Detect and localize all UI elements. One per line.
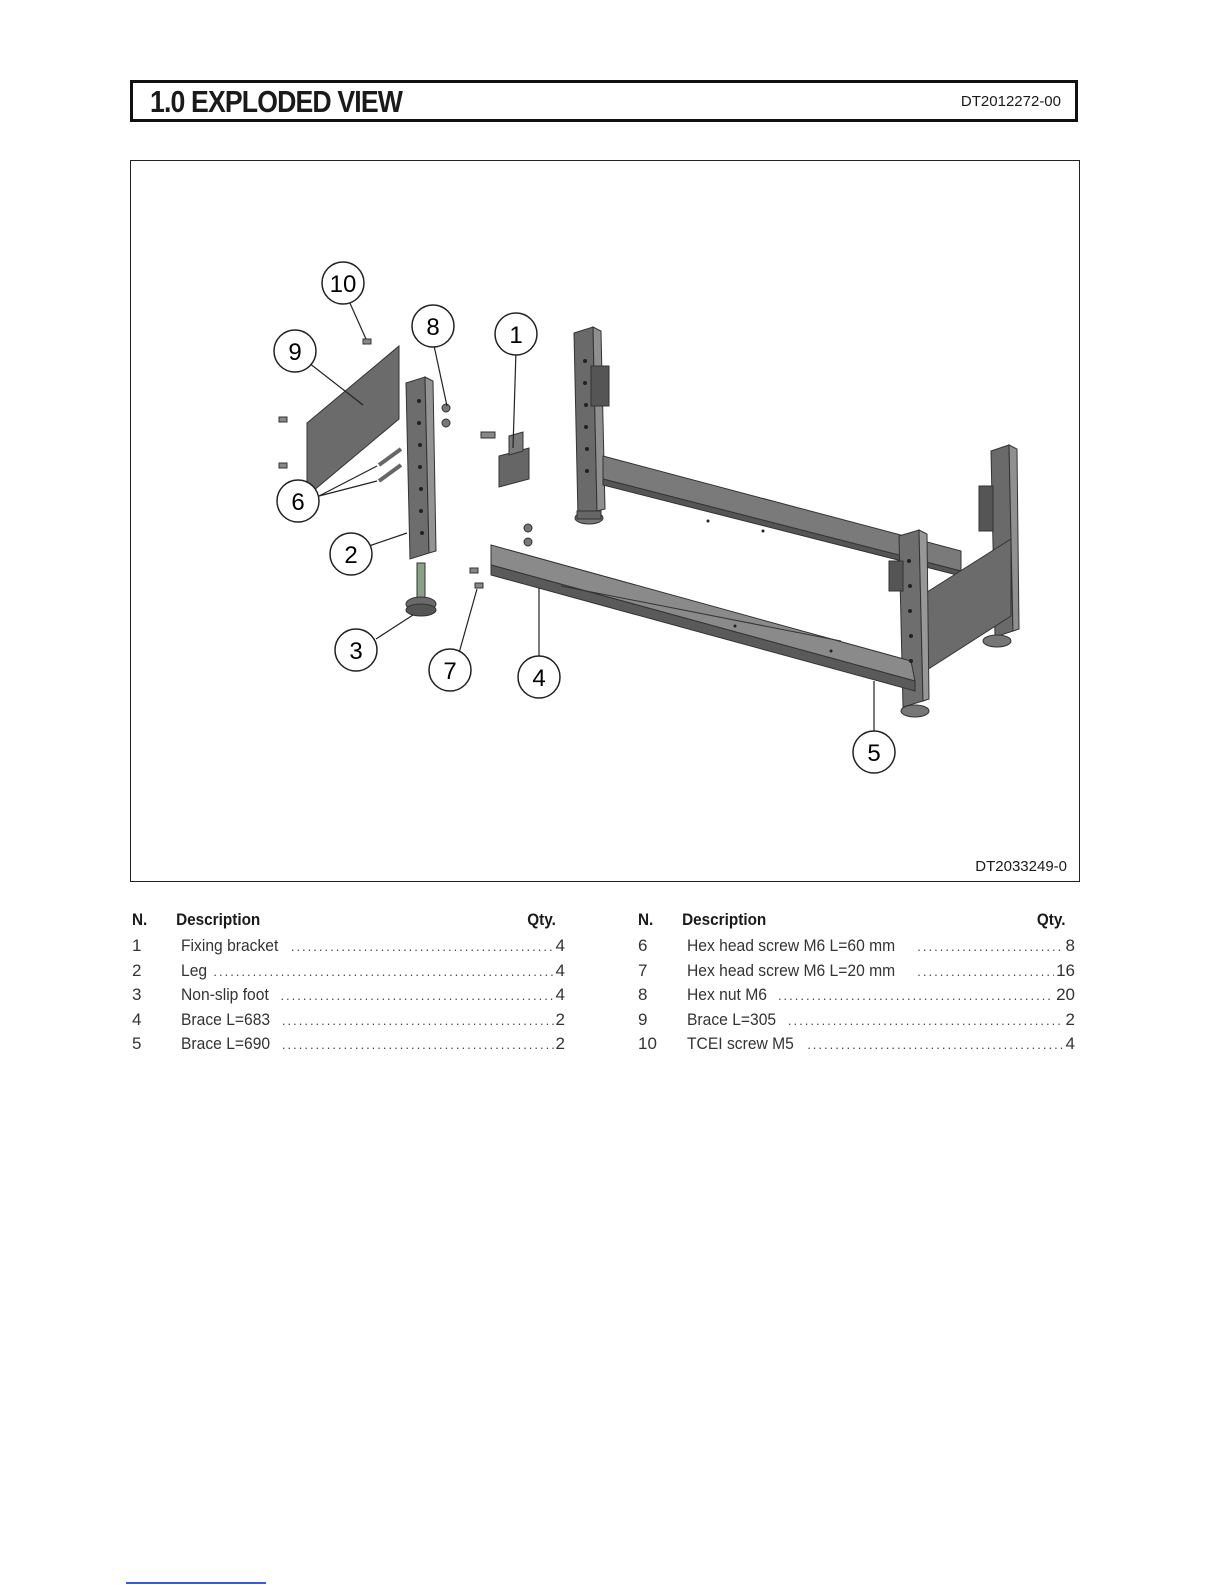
part-qty: 2 (555, 1009, 565, 1029)
callout-4 (518, 656, 560, 698)
page-title: 1.0 EXPLODED VIEW (150, 84, 403, 119)
callout-label: 1 (509, 322, 523, 349)
column-header-qty: Qty. (1036, 910, 1066, 929)
part-description: Brace L=305 (687, 1009, 777, 1029)
callout-10 (322, 262, 364, 304)
parts-row (132, 934, 565, 959)
callout-label: 7 (443, 658, 457, 685)
callout-8 (412, 305, 454, 347)
callout-label: 9 (288, 339, 302, 366)
column-header-description: Description (682, 910, 767, 929)
parts-list-left (132, 910, 565, 1057)
footer-divider (126, 1582, 266, 1584)
callout-1 (495, 313, 537, 355)
callout-9 (274, 330, 316, 372)
callout-label: 3 (349, 638, 363, 665)
parts-row (132, 1008, 565, 1033)
parts-row (132, 959, 565, 984)
part-qty: 2 (1065, 1009, 1075, 1029)
part-number: 2 (132, 960, 142, 980)
parts-row (638, 959, 1075, 984)
part-number: 3 (132, 985, 142, 1005)
part-description: Non-slip foot (181, 985, 269, 1005)
part-qty: 8 (1065, 936, 1075, 955)
parts-row (638, 934, 1075, 959)
part-description: Hex head screw M6 L=60 mm (687, 936, 896, 955)
part-number: 6 (638, 936, 648, 955)
exploded-view-drawing (131, 161, 1079, 881)
part-number: 7 (638, 960, 648, 980)
parts-list-header (638, 910, 1066, 934)
figure-code: DT2033249-0 (975, 858, 1067, 875)
parts-list-header (132, 910, 556, 934)
part-number: 8 (638, 985, 648, 1005)
part-number: 10 (638, 1034, 657, 1054)
part-qty: 4 (555, 960, 565, 980)
frame-assembly (491, 327, 1019, 717)
part-number: 5 (132, 1034, 142, 1054)
part-qty: 4 (555, 936, 565, 955)
parts-row (132, 983, 565, 1008)
document-code: DT2012272-00 (960, 93, 1061, 110)
callout-2 (330, 533, 372, 575)
part-number: 1 (132, 936, 142, 955)
callout-label: 8 (426, 314, 440, 341)
part-description: Brace L=683 (181, 1009, 271, 1029)
parts-row (132, 1032, 565, 1057)
part-description: Brace L=690 (181, 1034, 271, 1054)
parts-row (638, 983, 1075, 1008)
callout-label: 6 (291, 489, 305, 516)
title-box (130, 80, 1078, 122)
column-header-number: N. (638, 910, 654, 929)
column-header-description: Description (176, 910, 261, 929)
part-qty: 4 (555, 985, 565, 1005)
part-qty: 4 (1065, 1034, 1075, 1054)
part-description: Hex head screw M6 L=20 mm (687, 960, 896, 980)
column-header-number: N. (132, 910, 148, 929)
part-number: 4 (132, 1009, 142, 1029)
part-number: 9 (638, 1009, 648, 1029)
part-description: Hex nut M6 (687, 985, 767, 1005)
callout-7 (429, 649, 471, 691)
parts-row (638, 1008, 1075, 1033)
callout-label: 10 (329, 271, 357, 298)
part-qty: 20 (1056, 985, 1075, 1005)
callout-label: 4 (532, 665, 546, 692)
part-description: Fixing bracket (181, 936, 279, 955)
column-header-qty: Qty. (527, 910, 556, 929)
callout-3 (335, 629, 377, 671)
exploded-view-figure (130, 160, 1080, 882)
part-description: TCEI screw M5 (687, 1034, 794, 1054)
parts-list-right (638, 910, 1075, 1057)
callout-6 (277, 480, 319, 522)
part-qty: 2 (555, 1034, 565, 1054)
part-qty: 16 (1056, 960, 1075, 980)
part-description: Leg (181, 960, 208, 980)
callout-5 (853, 731, 895, 773)
callout-label: 5 (867, 740, 881, 767)
parts-row (638, 1032, 1075, 1057)
callout-label: 2 (344, 542, 358, 569)
